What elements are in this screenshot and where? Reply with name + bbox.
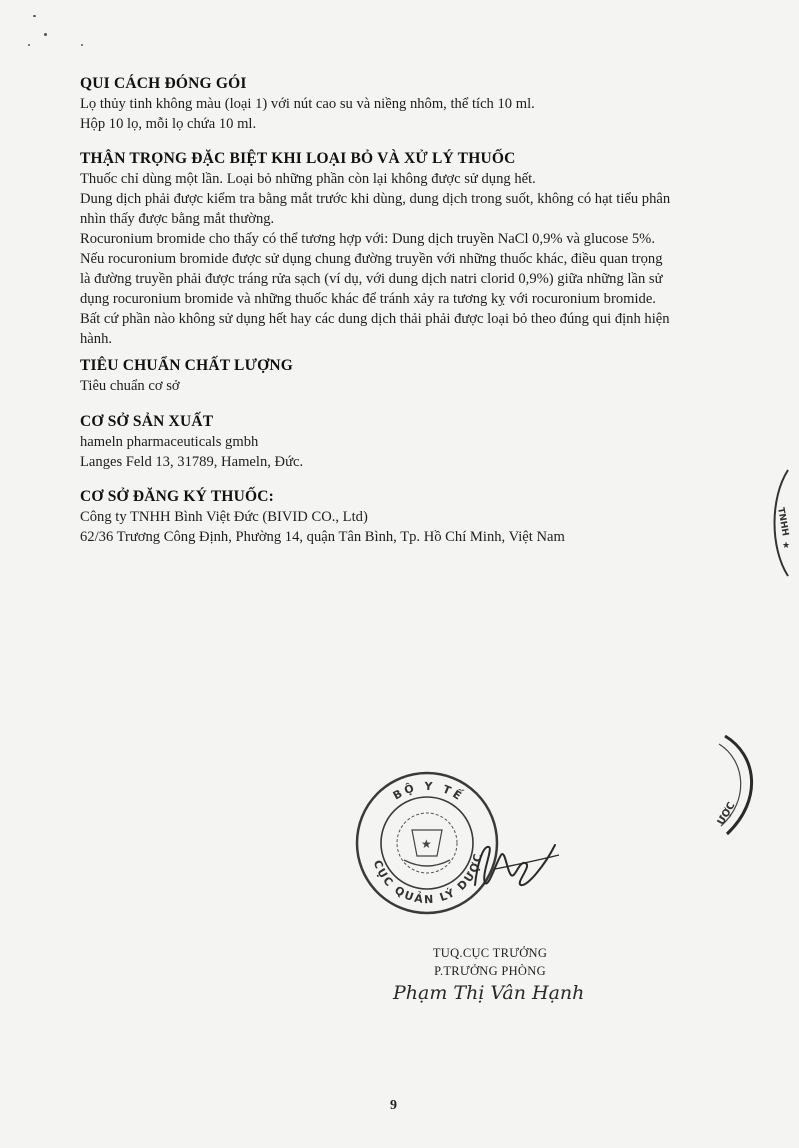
stamp-top-label: BỘ Y TẾ	[390, 779, 467, 805]
partial-agency-stamp	[695, 730, 765, 840]
body-line: là đường truyền phải được tráng rửa sạch (ví dụ, với dung dịch natri clorid 0,9%) giữa những lần sử	[80, 271, 663, 287]
body-line: hành.	[80, 331, 113, 347]
scan-speck	[81, 44, 83, 46]
body-line: Hộp 10 lọ, mỗi lọ chứa 10 ml.	[80, 116, 257, 132]
manufacturer-section	[80, 412, 760, 472]
body-line: Thuốc chỉ dùng một lần. Loại bỏ những phần còn lại không được sử dụng hết.	[80, 171, 536, 187]
page-number: 9	[390, 1098, 397, 1113]
packaging-section	[80, 74, 760, 134]
stamp-bottom-label: CỤC QUẢN LÝ DƯỢC	[370, 850, 485, 907]
signatory-name: Phạm Thị Vân Hạnh	[393, 982, 585, 1004]
partial-company-stamp	[758, 468, 799, 578]
manufacturer-heading: CƠ SỞ SẢN XUẤT	[80, 413, 214, 430]
body-line: hameln pharmaceuticals gmbh	[80, 434, 259, 450]
registrant-heading: CƠ SỞ ĐĂNG KÝ THUỐC:	[80, 488, 275, 505]
disposal-heading: THẬN TRỌNG ĐẶC BIỆT KHI LOẠI BỎ VÀ XỬ LÝ THUỐC	[80, 150, 516, 167]
body-line: Langes Feld 13, 31789, Hameln, Đức.	[80, 454, 304, 470]
body-line: Lọ thủy tinh không màu (loại 1) với nút cao su và niềng nhôm, thể tích 10 ml.	[80, 96, 535, 112]
packaging-heading: QUI CÁCH ĐÓNG GÓI	[80, 75, 247, 92]
quality-standard-heading: TIÊU CHUẨN CHẤT LƯỢNG	[80, 357, 294, 374]
scan-speck	[44, 33, 47, 36]
signature-block	[390, 944, 590, 980]
body-line: Bất cứ phần nào không sử dụng hết hay các dung dịch thải phải được loại bỏ theo đúng qui định hiện	[80, 311, 670, 327]
quality-standard-section	[80, 356, 760, 396]
edge-stamp-label: TNHH	[775, 506, 790, 537]
emblem-star-icon: ★	[421, 837, 432, 851]
body-line: Rocuronium bromide cho thấy có thể tương hợp với: Dung dịch truyền NaCl 0,9% và glucose 5%.	[80, 231, 655, 247]
body-line: Nếu rocuronium bromide được sử dụng chung đường truyền với những thuốc khác, điều quan trọng	[80, 251, 663, 267]
handwritten-initials	[455, 825, 565, 895]
body-line: 62/36 Trương Công Định, Phường 14, quận Tân Bình, Tp. Hồ Chí Minh, Việt Nam	[80, 529, 565, 545]
scan-speck	[28, 44, 30, 46]
disposal-section	[80, 149, 760, 349]
scan-speck	[33, 15, 36, 17]
body-line: nhìn thấy được bằng mắt thường.	[80, 211, 275, 227]
signatory-title-line-2: P.TRƯỞNG PHÒNG	[434, 964, 546, 978]
body-line: Công ty TNHH Bình Việt Đức (BIVID CO., Ltd)	[80, 509, 368, 525]
body-line: Dung dịch phải được kiểm tra bằng mắt trước khi dùng, dung dịch trong suốt, không có hạt tiểu phân	[80, 191, 671, 207]
edge-stamp-label-2: ƯỢC	[715, 800, 738, 828]
registrant-section	[80, 487, 760, 547]
signatory-title-line-1: TUQ.CỤC TRƯỞNG	[432, 946, 548, 960]
body-line: Tiêu chuẩn cơ sở	[80, 378, 180, 394]
star-icon: ★	[782, 541, 791, 551]
body-line: dụng rocuronium bromide và những thuốc khác để tránh xảy ra tương kỵ với rocuronium bromide.	[80, 291, 656, 307]
